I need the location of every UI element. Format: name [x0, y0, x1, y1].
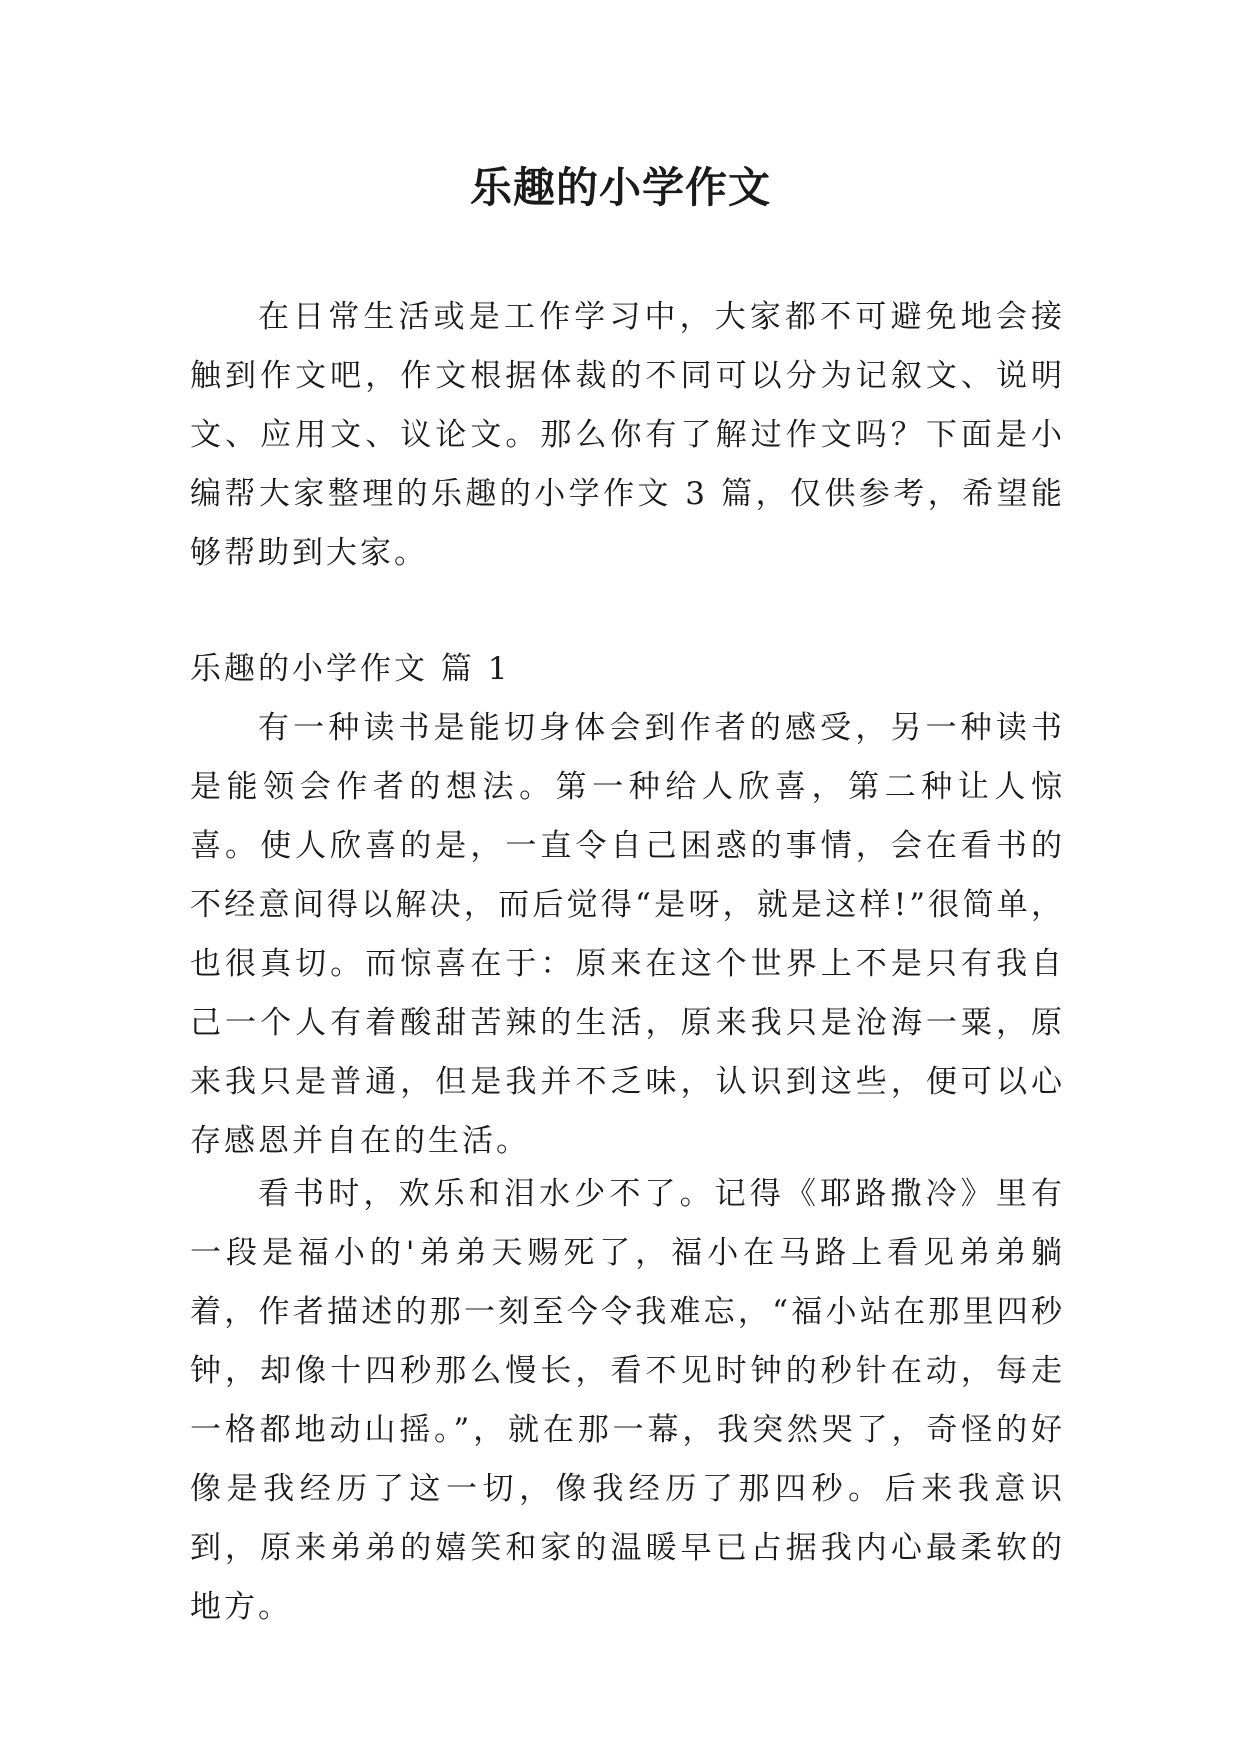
- section-heading: 乐趣的小学作文 篇 1: [190, 651, 511, 687]
- document-title: 乐趣的小学作文: [469, 163, 771, 212]
- section-paragraph-2: 看书时，欢乐和泪水少不了。记得《耶路撒冷》里有一段是福小的'弟弟天赐死了，福小在马路上看见弟弟躺着，作者描述的那一刻至今令我难忘，“福小站在那里四秒钟，却像十四秒那么慢长，看不见时钟的秒针在动，每走一格都地动山摇。”，就在那一幕，我突然哭了，奇怪的好像是我经历了这一切，像我经历了那四秒。后来我意识到，原来弟弟的嬉笑和家的温暖早已占据我内心最柔软的地方。: [190, 1176, 1065, 1625]
- section-paragraph-1: 有一种读书是能切身体会到作者的感受，另一种读书是能领会作者的想法。第一种给人欣喜，第二种让人惊喜。使人欣喜的是，一直令自己困惑的事情，会在看书的不经意间得以解决，而后觉得“是呀，就是这样!”很简单，也很真切。而惊喜在于：原来在这个世界上不是只有我自己一个人有着酸甜苦辣的生活，原来我只是沧海一粟，原来我只是普通，但是我并不乏味，认识到这些，便可以心存感恩并自在的生活。: [190, 710, 1065, 1159]
- intro-paragraph: 在日常生活或是工作学习中，大家都不可避免地会接触到作文吧，作文根据体裁的不同可以分为记叙文、说明文、应用文、议论文。那么你有了解过作文吗？下面是小编帮大家整理的乐趣的小学作文 3 篇，仅供参考，希望能够帮助到大家。: [190, 299, 1065, 571]
